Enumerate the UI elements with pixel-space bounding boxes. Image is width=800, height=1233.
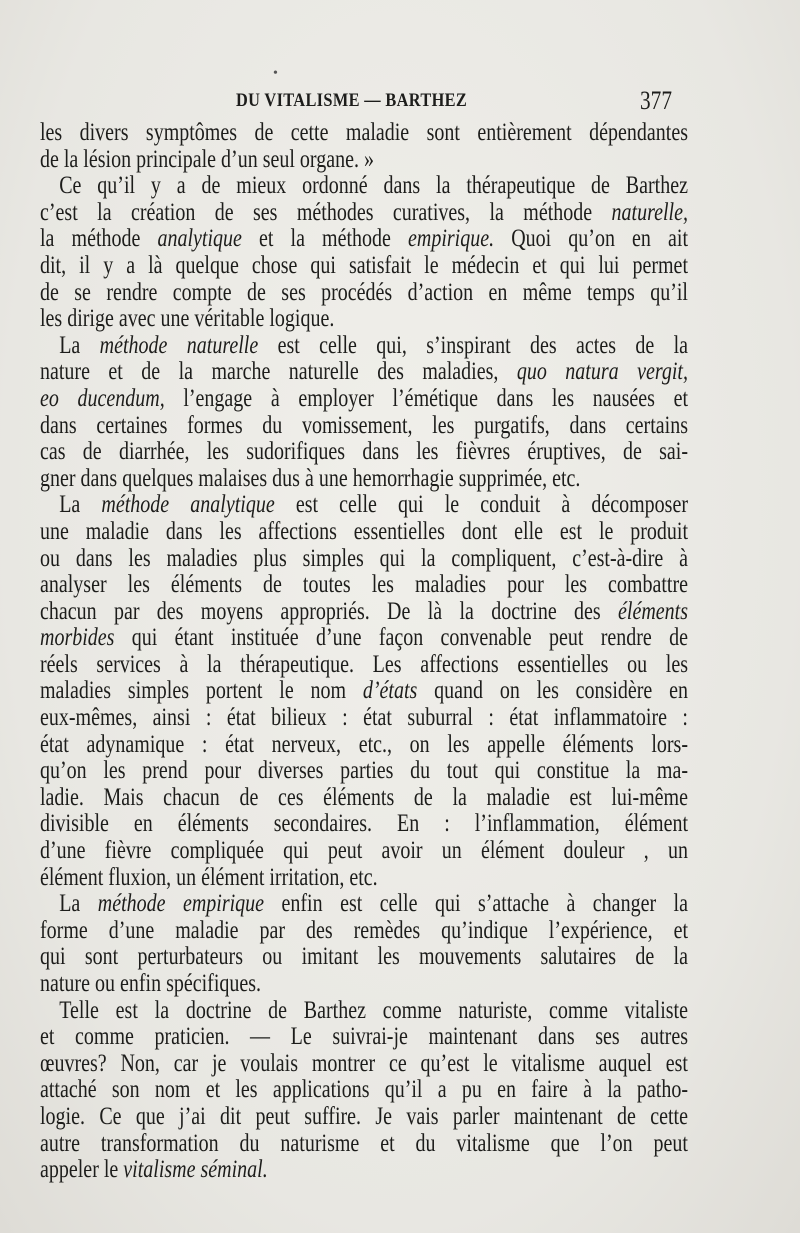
text-line: d’une fièvre compliquée qui peut avoir un élément douleur , un	[40, 837, 688, 865]
italic-term: naturelle,	[611, 198, 688, 226]
running-head	[0, 86, 800, 116]
text-run: et la méthode	[241, 225, 409, 253]
text-line: autre transformation du naturisme et du vitalisme que l’on peut	[40, 1129, 688, 1157]
text-line: Telle est la doctrine de Barthez comme naturiste, comme vitaliste	[59, 996, 688, 1024]
italic-term: morbides	[40, 624, 115, 652]
italic-term: empirique.	[408, 225, 495, 253]
text-line: attaché son nom et les applications qu’il a pu en faire à la patho-	[40, 1076, 688, 1104]
text-line: de se rendre compte de ses procédés d’action en même temps qu’il	[40, 278, 688, 306]
text-line: de la lésion principale d’un seul organe. »	[40, 145, 374, 173]
italic-term: méthode empirique	[97, 890, 265, 918]
text-run: appeler le	[40, 1156, 124, 1184]
italic-term: vitalisme séminal.	[123, 1156, 268, 1184]
text-line: et comme praticien. — Le suivrai-je maintenant dans ses autres	[40, 1023, 688, 1051]
text-run: chacun par des moyens appropriés. De là la doctrine des	[40, 597, 619, 625]
text-line: qu’on les prend pour diverses parties du tout qui constitue la ma-	[40, 757, 688, 785]
text-line: ou dans les maladies plus simples qui la compliquent, c’est-à-dire à	[40, 544, 688, 572]
italic-term: d’états	[362, 677, 418, 705]
text-run: La	[59, 890, 98, 918]
text-line: cas de diarrhée, les sudorifiques dans les fièvres éruptives, de sai-	[40, 438, 688, 466]
text-run: l’engage à employer l’émétique dans les nausées et	[164, 384, 689, 412]
text-line: élément fluxion, un élément irritation, etc.	[40, 863, 378, 891]
text-line: œuvres? Non, car je voulais montrer ce qu’est le vitalisme auquel est	[40, 1049, 688, 1077]
text-run: est celle qui le conduit à décomposer	[274, 491, 688, 519]
text-line: qui sont perturbateurs ou imitant les mouvements salutaires de la	[40, 943, 688, 971]
text-line	[40, 625, 688, 652]
text-line	[40, 678, 688, 705]
text-line	[40, 359, 688, 386]
text-run: quand on les considère en	[417, 677, 688, 705]
text-line: dans certaines formes du vomissement, les purgatifs, dans certains	[40, 411, 688, 439]
text-line	[40, 891, 688, 918]
text-line: Ce qu’il y a de mieux ordonné dans la thérapeutique de Barthez	[59, 172, 688, 200]
text-run: enfin est celle qui s’attache à changer la	[264, 890, 688, 918]
text-line	[40, 492, 688, 519]
italic-term: méthode analytique	[101, 491, 275, 519]
text-line	[40, 333, 688, 360]
text-run: maladies simples portent le nom	[40, 677, 363, 705]
body-text	[40, 120, 688, 1184]
text-line: analyser les éléments de toutes les maladies pour les combattre	[40, 571, 688, 599]
page-number: 377	[640, 86, 672, 115]
text-line: réels services à la thérapeutique. Les affections essentielles ou les	[40, 650, 688, 678]
text-run: c’est la création de ses méthodes curatives, la méthode	[40, 198, 612, 226]
italic-term: quo natura vergit,	[516, 358, 688, 386]
italic-term: analytique	[157, 225, 242, 253]
text-run: La	[59, 331, 100, 359]
text-run: la méthode	[40, 225, 158, 253]
text-line: les dirige avec une véritable logique.	[40, 305, 335, 333]
text-run: nature et de la marche naturelle des maladies,	[40, 358, 517, 386]
text-run: Quoi qu’on en ait	[494, 225, 688, 253]
text-line: eux-mêmes, ainsi : état bilieux : état suburral : état inflammatoire :	[40, 704, 688, 732]
text-line: nature ou enfin spécifiques.	[40, 970, 262, 997]
text-line	[40, 200, 688, 227]
text-run: La	[59, 491, 102, 519]
text-line	[40, 599, 688, 626]
text-line	[40, 386, 688, 413]
italic-term: éléments	[618, 597, 688, 625]
text-line: forme d’une maladie par des remèdes qu’indique l’expérience, et	[40, 916, 688, 944]
italic-term: eo ducendum,	[40, 384, 165, 412]
text-line: dit, il y a là quelque chose qui satisfait le médecin et qui lui permet	[40, 251, 688, 279]
text-line: état adynamique : état nerveux, etc., on les appelle éléments lors-	[40, 730, 688, 758]
text-line	[40, 1157, 688, 1184]
text-line: divisible en éléments secondaires. En : l’inflammation, élément	[40, 810, 688, 838]
text-run: qui étant instituée d’une façon convenable peut rendre de	[114, 624, 688, 652]
italic-term: méthode naturelle	[99, 331, 259, 359]
text-line: logie. Ce que j’ai dit peut suffire. Je vais parler maintenant de cette	[40, 1102, 688, 1130]
text-run: est celle qui, s’inspirant des actes de la	[258, 331, 689, 359]
text-line: gner dans quelques malaises dus à une hemorrhagie supprimée, etc.	[40, 464, 581, 492]
text-line: ladie. Mais chacun de ces éléments de la maladie est lui-même	[40, 783, 688, 811]
running-head-title: DU VITALISME — BARTHEZ	[236, 90, 468, 111]
printer-dot-mark: •	[273, 66, 278, 81]
text-line: une maladie dans les affections essentielles dont elle est le produit	[40, 517, 688, 545]
text-line	[40, 226, 688, 253]
text-line: les divers symptômes de cette maladie sont entièrement dépendantes	[40, 119, 688, 146]
